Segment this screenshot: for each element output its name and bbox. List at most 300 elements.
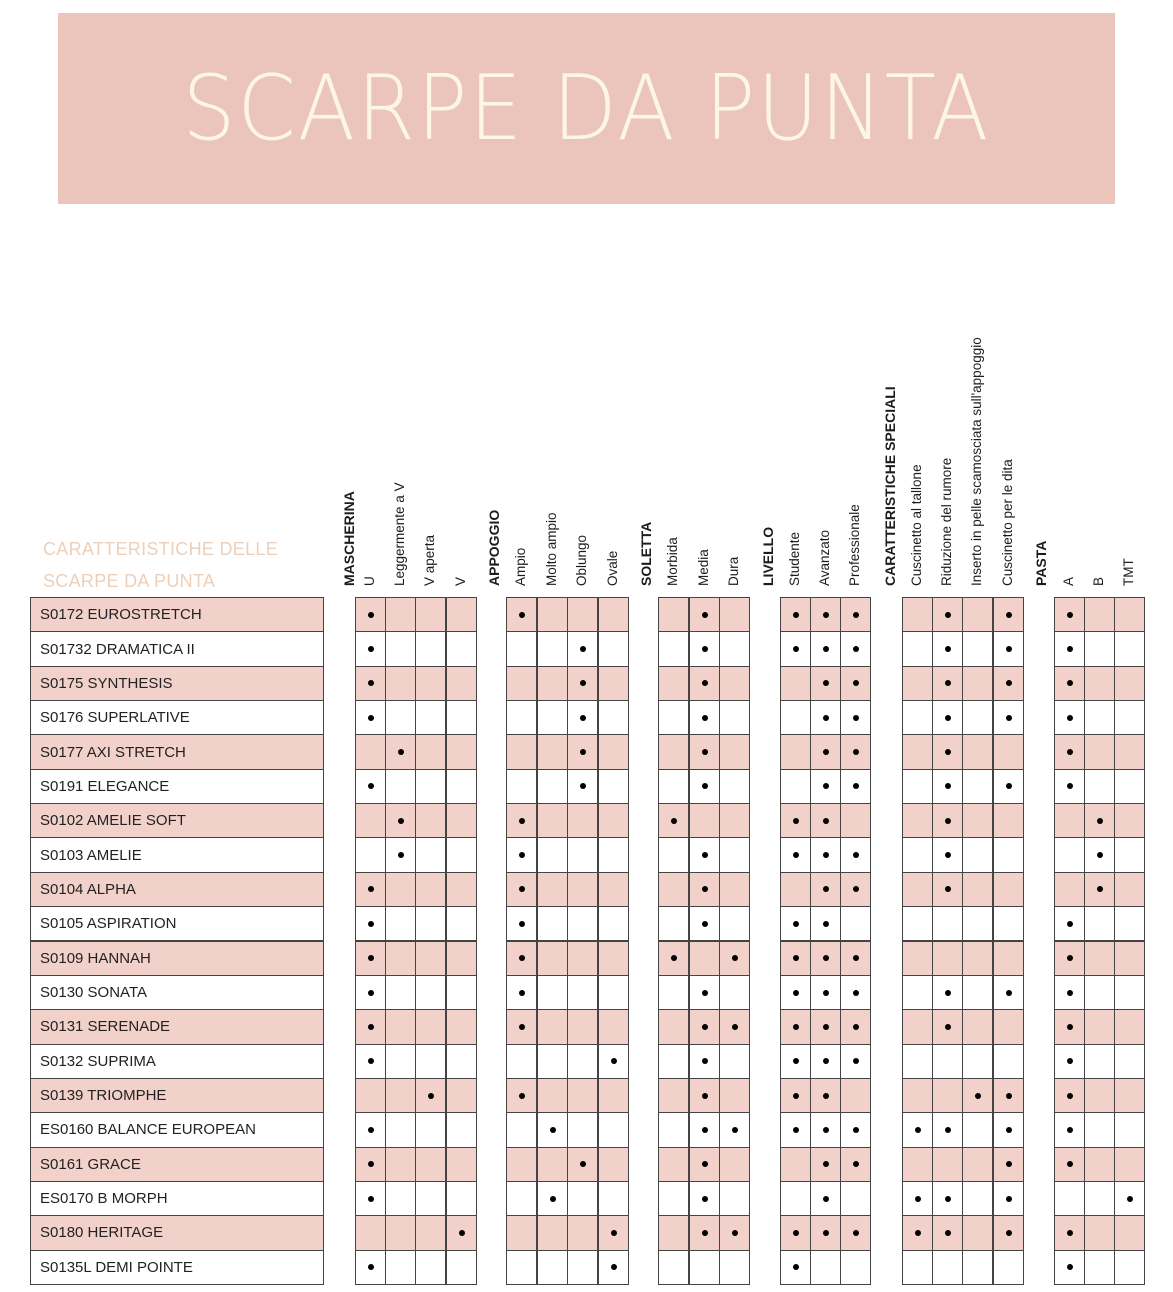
cell-caratteristiche-speciali-inserto-in-pelle-scamosciata-sull-appoggio bbox=[962, 1250, 993, 1285]
cell-livello-professionale bbox=[840, 769, 871, 804]
cell-appoggio-ampio bbox=[506, 1009, 537, 1044]
check-dot-icon bbox=[945, 715, 951, 721]
cell-caratteristiche-speciali-riduzione-del-rumore bbox=[932, 1078, 963, 1113]
check-dot-icon bbox=[1067, 1058, 1073, 1064]
check-dot-icon bbox=[1067, 715, 1073, 721]
cell-mascherina-leggermente-a-v bbox=[385, 975, 416, 1010]
check-dot-icon bbox=[853, 990, 859, 996]
cell-soletta-morbida bbox=[658, 837, 689, 872]
cell-appoggio-ovale bbox=[598, 1009, 629, 1044]
check-dot-icon bbox=[368, 1058, 374, 1064]
cell-mascherina-v-aperta bbox=[415, 597, 446, 632]
cell-caratteristiche-speciali-cuscinetto-per-le-dita bbox=[993, 1009, 1024, 1044]
cell-mascherina-v-aperta bbox=[415, 1044, 446, 1079]
cell-caratteristiche-speciali-inserto-in-pelle-scamosciata-sull-appoggio bbox=[962, 734, 993, 769]
cell-mascherina-u bbox=[355, 1044, 386, 1079]
cell-pasta-tmt bbox=[1114, 1044, 1145, 1079]
cell-pasta-a bbox=[1054, 803, 1085, 838]
cell-appoggio-ampio bbox=[506, 734, 537, 769]
cell-mascherina-u bbox=[355, 975, 386, 1010]
cell-appoggio-ampio bbox=[506, 769, 537, 804]
cell-livello-studente bbox=[780, 1215, 811, 1250]
cell-pasta-tmt bbox=[1114, 1215, 1145, 1250]
cell-livello-professionale bbox=[840, 975, 871, 1010]
cell-appoggio-molto-ampio bbox=[537, 906, 568, 941]
cell-caratteristiche-speciali-inserto-in-pelle-scamosciata-sull-appoggio bbox=[962, 941, 993, 976]
cell-soletta-morbida bbox=[658, 1250, 689, 1285]
check-dot-icon bbox=[823, 715, 829, 721]
cell-pasta-b bbox=[1084, 1147, 1115, 1182]
cell-livello-professionale bbox=[840, 700, 871, 735]
check-dot-icon bbox=[853, 612, 859, 618]
cell-pasta-b bbox=[1084, 631, 1115, 666]
cell-pasta-tmt bbox=[1114, 1112, 1145, 1147]
cell-appoggio-ampio bbox=[506, 1147, 537, 1182]
cell-caratteristiche-speciali-inserto-in-pelle-scamosciata-sull-appoggio bbox=[962, 1078, 993, 1113]
cell-mascherina-v bbox=[446, 666, 477, 701]
cell-livello-professionale bbox=[840, 837, 871, 872]
cell-pasta-a bbox=[1054, 700, 1085, 735]
cell-livello-avanzato bbox=[810, 1044, 841, 1079]
column-header-avanzato: Avanzato bbox=[817, 529, 833, 586]
column-header-v-aperta: V aperta bbox=[422, 534, 438, 586]
check-dot-icon bbox=[915, 1196, 921, 1202]
cell-soletta-media bbox=[689, 631, 720, 666]
cell-mascherina-v-aperta bbox=[415, 1250, 446, 1285]
cell-caratteristiche-speciali-cuscinetto-al-tallone bbox=[902, 1181, 933, 1216]
check-dot-icon bbox=[975, 1093, 981, 1099]
cell-mascherina-v-aperta bbox=[415, 1181, 446, 1216]
check-dot-icon bbox=[1006, 646, 1012, 652]
check-dot-icon bbox=[853, 886, 859, 892]
row-name: S01732 DRAMATICA II bbox=[30, 631, 324, 666]
cell-livello-studente bbox=[780, 837, 811, 872]
cell-livello-professionale bbox=[840, 941, 871, 976]
cell-caratteristiche-speciali-cuscinetto-al-tallone bbox=[902, 906, 933, 941]
cell-caratteristiche-speciali-cuscinetto-al-tallone bbox=[902, 975, 933, 1010]
check-dot-icon bbox=[853, 783, 859, 789]
check-dot-icon bbox=[459, 1230, 465, 1236]
cell-pasta-tmt bbox=[1114, 769, 1145, 804]
check-dot-icon bbox=[793, 955, 799, 961]
cell-caratteristiche-speciali-cuscinetto-per-le-dita bbox=[993, 1078, 1024, 1113]
cell-appoggio-ovale bbox=[598, 975, 629, 1010]
row-name: S0104 ALPHA bbox=[30, 872, 324, 907]
check-dot-icon bbox=[853, 955, 859, 961]
cell-livello-studente bbox=[780, 1078, 811, 1113]
cell-caratteristiche-speciali-cuscinetto-al-tallone bbox=[902, 837, 933, 872]
check-dot-icon bbox=[398, 818, 404, 824]
cell-appoggio-oblungo bbox=[567, 1181, 598, 1216]
check-dot-icon bbox=[702, 612, 708, 618]
check-dot-icon bbox=[611, 1058, 617, 1064]
check-dot-icon bbox=[702, 715, 708, 721]
cell-pasta-tmt bbox=[1114, 1078, 1145, 1113]
column-header-u: U bbox=[362, 576, 378, 586]
cell-livello-avanzato bbox=[810, 700, 841, 735]
check-dot-icon bbox=[519, 1024, 525, 1030]
cell-soletta-media bbox=[689, 872, 720, 907]
check-dot-icon bbox=[793, 818, 799, 824]
cell-mascherina-leggermente-a-v bbox=[385, 1215, 416, 1250]
cell-pasta-tmt bbox=[1114, 1250, 1145, 1285]
check-dot-icon bbox=[398, 852, 404, 858]
check-dot-icon bbox=[732, 1230, 738, 1236]
check-dot-icon bbox=[702, 680, 708, 686]
cell-appoggio-ampio bbox=[506, 1215, 537, 1250]
cell-appoggio-oblungo bbox=[567, 1044, 598, 1079]
cell-pasta-tmt bbox=[1114, 872, 1145, 907]
row-name: S0102 AMELIE SOFT bbox=[30, 803, 324, 838]
check-dot-icon bbox=[793, 1093, 799, 1099]
check-dot-icon bbox=[1006, 1093, 1012, 1099]
cell-appoggio-ovale bbox=[598, 631, 629, 666]
check-dot-icon bbox=[580, 646, 586, 652]
cell-appoggio-ampio bbox=[506, 872, 537, 907]
cell-appoggio-ampio bbox=[506, 700, 537, 735]
cell-mascherina-v bbox=[446, 769, 477, 804]
cell-mascherina-v bbox=[446, 1215, 477, 1250]
cell-livello-professionale bbox=[840, 906, 871, 941]
check-dot-icon bbox=[1067, 1264, 1073, 1270]
cell-soletta-morbida bbox=[658, 906, 689, 941]
check-dot-icon bbox=[368, 680, 374, 686]
cell-mascherina-v bbox=[446, 837, 477, 872]
cell-caratteristiche-speciali-cuscinetto-per-le-dita bbox=[993, 1250, 1024, 1285]
cell-soletta-media bbox=[689, 1078, 720, 1113]
cell-pasta-b bbox=[1084, 597, 1115, 632]
check-dot-icon bbox=[1006, 1127, 1012, 1133]
column-header-cuscinetto-al-tallone: Cuscinetto al tallone bbox=[909, 464, 925, 586]
cell-mascherina-u bbox=[355, 700, 386, 735]
column-header-studente: Studente bbox=[787, 531, 803, 586]
cell-caratteristiche-speciali-riduzione-del-rumore bbox=[932, 975, 963, 1010]
cell-appoggio-ovale bbox=[598, 597, 629, 632]
check-dot-icon bbox=[793, 990, 799, 996]
cell-pasta-b bbox=[1084, 1215, 1115, 1250]
cell-mascherina-leggermente-a-v bbox=[385, 597, 416, 632]
check-dot-icon bbox=[519, 886, 525, 892]
cell-mascherina-v bbox=[446, 906, 477, 941]
cell-mascherina-v-aperta bbox=[415, 1215, 446, 1250]
cell-pasta-a bbox=[1054, 1009, 1085, 1044]
cell-pasta-a bbox=[1054, 1215, 1085, 1250]
row-name: S0191 ELEGANCE bbox=[30, 769, 324, 804]
cell-livello-professionale bbox=[840, 1147, 871, 1182]
cell-livello-professionale bbox=[840, 597, 871, 632]
cell-mascherina-leggermente-a-v bbox=[385, 631, 416, 666]
cell-appoggio-ovale bbox=[598, 1250, 629, 1285]
cell-caratteristiche-speciali-cuscinetto-al-tallone bbox=[902, 1009, 933, 1044]
check-dot-icon bbox=[1006, 612, 1012, 618]
cell-caratteristiche-speciali-inserto-in-pelle-scamosciata-sull-appoggio bbox=[962, 803, 993, 838]
cell-soletta-morbida bbox=[658, 941, 689, 976]
page-title: SCARPE DA PUNTA bbox=[182, 56, 991, 161]
cell-livello-avanzato bbox=[810, 1147, 841, 1182]
check-dot-icon bbox=[945, 852, 951, 858]
cell-soletta-morbida bbox=[658, 1181, 689, 1216]
check-dot-icon bbox=[1097, 886, 1103, 892]
cell-caratteristiche-speciali-inserto-in-pelle-scamosciata-sull-appoggio bbox=[962, 906, 993, 941]
cell-caratteristiche-speciali-riduzione-del-rumore bbox=[932, 666, 963, 701]
cell-caratteristiche-speciali-cuscinetto-per-le-dita bbox=[993, 837, 1024, 872]
check-dot-icon bbox=[702, 749, 708, 755]
cell-caratteristiche-speciali-cuscinetto-al-tallone bbox=[902, 1215, 933, 1250]
cell-soletta-morbida bbox=[658, 1078, 689, 1113]
row-name: S0177 AXI STRETCH bbox=[30, 734, 324, 769]
check-dot-icon bbox=[1097, 818, 1103, 824]
subtitle-line-1: CARATTERISTICHE DELLE bbox=[43, 539, 279, 559]
cell-appoggio-oblungo bbox=[567, 975, 598, 1010]
cell-livello-avanzato bbox=[810, 734, 841, 769]
check-dot-icon bbox=[945, 612, 951, 618]
cell-livello-studente bbox=[780, 803, 811, 838]
check-dot-icon bbox=[732, 1024, 738, 1030]
cell-caratteristiche-speciali-cuscinetto-al-tallone bbox=[902, 666, 933, 701]
cell-caratteristiche-speciali-inserto-in-pelle-scamosciata-sull-appoggio bbox=[962, 1181, 993, 1216]
cell-soletta-dura bbox=[719, 1215, 750, 1250]
check-dot-icon bbox=[368, 1196, 374, 1202]
check-dot-icon bbox=[793, 1127, 799, 1133]
column-header-media: Media bbox=[696, 549, 712, 586]
check-dot-icon bbox=[368, 990, 374, 996]
cell-appoggio-oblungo bbox=[567, 1250, 598, 1285]
cell-appoggio-molto-ampio bbox=[537, 1215, 568, 1250]
check-dot-icon bbox=[915, 1127, 921, 1133]
check-dot-icon bbox=[580, 783, 586, 789]
cell-caratteristiche-speciali-cuscinetto-al-tallone bbox=[902, 872, 933, 907]
cell-soletta-dura bbox=[719, 1044, 750, 1079]
cell-mascherina-u bbox=[355, 631, 386, 666]
cell-mascherina-v-aperta bbox=[415, 734, 446, 769]
cell-pasta-a bbox=[1054, 597, 1085, 632]
cell-pasta-a bbox=[1054, 1147, 1085, 1182]
cell-appoggio-oblungo bbox=[567, 597, 598, 632]
check-dot-icon bbox=[1067, 783, 1073, 789]
cell-pasta-b bbox=[1084, 769, 1115, 804]
cell-appoggio-ampio bbox=[506, 1250, 537, 1285]
row-name: S0131 SERENADE bbox=[30, 1009, 324, 1044]
cell-livello-avanzato bbox=[810, 1181, 841, 1216]
check-dot-icon bbox=[368, 612, 374, 618]
check-dot-icon bbox=[550, 1196, 556, 1202]
row-name: S0175 SYNTHESIS bbox=[30, 666, 324, 701]
check-dot-icon bbox=[368, 886, 374, 892]
cell-livello-studente bbox=[780, 1181, 811, 1216]
cell-pasta-b bbox=[1084, 906, 1115, 941]
check-dot-icon bbox=[702, 646, 708, 652]
cell-mascherina-v-aperta bbox=[415, 769, 446, 804]
cell-soletta-dura bbox=[719, 837, 750, 872]
cell-appoggio-oblungo bbox=[567, 1078, 598, 1113]
cell-pasta-a bbox=[1054, 631, 1085, 666]
column-header-inserto-in-pelle-scamosciata-sull-appoggio: Inserto in pelle scamosciata sull'appoggio bbox=[969, 337, 985, 586]
cell-pasta-b bbox=[1084, 872, 1115, 907]
cell-livello-studente bbox=[780, 1250, 811, 1285]
cell-livello-studente bbox=[780, 1112, 811, 1147]
check-dot-icon bbox=[519, 1093, 525, 1099]
check-dot-icon bbox=[823, 612, 829, 618]
cell-caratteristiche-speciali-riduzione-del-rumore bbox=[932, 1181, 963, 1216]
cell-livello-avanzato bbox=[810, 803, 841, 838]
cell-mascherina-leggermente-a-v bbox=[385, 906, 416, 941]
cell-livello-avanzato bbox=[810, 941, 841, 976]
check-dot-icon bbox=[1067, 646, 1073, 652]
cell-soletta-morbida bbox=[658, 1044, 689, 1079]
cell-caratteristiche-speciali-riduzione-del-rumore bbox=[932, 734, 963, 769]
check-dot-icon bbox=[823, 1161, 829, 1167]
cell-livello-avanzato bbox=[810, 837, 841, 872]
cell-caratteristiche-speciali-cuscinetto-per-le-dita bbox=[993, 631, 1024, 666]
check-dot-icon bbox=[519, 818, 525, 824]
cell-appoggio-ovale bbox=[598, 734, 629, 769]
check-dot-icon bbox=[1067, 921, 1073, 927]
cell-appoggio-oblungo bbox=[567, 700, 598, 735]
check-dot-icon bbox=[823, 852, 829, 858]
cell-caratteristiche-speciali-cuscinetto-per-le-dita bbox=[993, 1044, 1024, 1079]
cell-caratteristiche-speciali-riduzione-del-rumore bbox=[932, 631, 963, 666]
cell-soletta-media bbox=[689, 941, 720, 976]
cell-appoggio-oblungo bbox=[567, 803, 598, 838]
check-dot-icon bbox=[823, 1127, 829, 1133]
cell-caratteristiche-speciali-riduzione-del-rumore bbox=[932, 1147, 963, 1182]
row-name: S0105 ASPIRATION bbox=[30, 906, 324, 941]
cell-appoggio-ampio bbox=[506, 631, 537, 666]
cell-caratteristiche-speciali-riduzione-del-rumore bbox=[932, 1009, 963, 1044]
cell-soletta-dura bbox=[719, 597, 750, 632]
cell-appoggio-molto-ampio bbox=[537, 1181, 568, 1216]
check-dot-icon bbox=[823, 921, 829, 927]
row-name: S0132 SUPRIMA bbox=[30, 1044, 324, 1079]
check-dot-icon bbox=[823, 1196, 829, 1202]
cell-caratteristiche-speciali-cuscinetto-per-le-dita bbox=[993, 734, 1024, 769]
check-dot-icon bbox=[702, 1196, 708, 1202]
cell-appoggio-molto-ampio bbox=[537, 597, 568, 632]
cell-mascherina-leggermente-a-v bbox=[385, 1181, 416, 1216]
column-header-leggermente-a-v: Leggermente a V bbox=[392, 482, 408, 586]
check-dot-icon bbox=[1006, 715, 1012, 721]
cell-caratteristiche-speciali-cuscinetto-al-tallone bbox=[902, 734, 933, 769]
cell-pasta-tmt bbox=[1114, 837, 1145, 872]
title-banner bbox=[58, 13, 1115, 204]
cell-appoggio-molto-ampio bbox=[537, 1112, 568, 1147]
check-dot-icon bbox=[823, 1024, 829, 1030]
cell-livello-professionale bbox=[840, 666, 871, 701]
cell-livello-professionale bbox=[840, 734, 871, 769]
cell-mascherina-leggermente-a-v bbox=[385, 837, 416, 872]
cell-appoggio-molto-ampio bbox=[537, 1078, 568, 1113]
cell-caratteristiche-speciali-cuscinetto-per-le-dita bbox=[993, 769, 1024, 804]
check-dot-icon bbox=[519, 852, 525, 858]
cell-livello-avanzato bbox=[810, 1112, 841, 1147]
cell-soletta-morbida bbox=[658, 631, 689, 666]
cell-pasta-a bbox=[1054, 837, 1085, 872]
cell-mascherina-v bbox=[446, 1147, 477, 1182]
cell-appoggio-ovale bbox=[598, 1112, 629, 1147]
cell-appoggio-ovale bbox=[598, 872, 629, 907]
cell-appoggio-molto-ampio bbox=[537, 666, 568, 701]
cell-mascherina-v-aperta bbox=[415, 803, 446, 838]
cell-mascherina-u bbox=[355, 769, 386, 804]
cell-mascherina-v-aperta bbox=[415, 631, 446, 666]
check-dot-icon bbox=[945, 749, 951, 755]
cell-livello-professionale bbox=[840, 1215, 871, 1250]
check-dot-icon bbox=[853, 646, 859, 652]
cell-appoggio-oblungo bbox=[567, 1215, 598, 1250]
check-dot-icon bbox=[1067, 990, 1073, 996]
check-dot-icon bbox=[823, 818, 829, 824]
cell-caratteristiche-speciali-riduzione-del-rumore bbox=[932, 872, 963, 907]
check-dot-icon bbox=[519, 921, 525, 927]
group-header-pasta: PASTA bbox=[1033, 540, 1049, 586]
check-dot-icon bbox=[915, 1230, 921, 1236]
check-dot-icon bbox=[702, 1024, 708, 1030]
cell-pasta-tmt bbox=[1114, 631, 1145, 666]
cell-livello-avanzato bbox=[810, 1009, 841, 1044]
check-dot-icon bbox=[702, 783, 708, 789]
cell-mascherina-leggermente-a-v bbox=[385, 803, 416, 838]
cell-caratteristiche-speciali-cuscinetto-al-tallone bbox=[902, 1078, 933, 1113]
cell-caratteristiche-speciali-riduzione-del-rumore bbox=[932, 906, 963, 941]
cell-pasta-b bbox=[1084, 1044, 1115, 1079]
cell-soletta-dura bbox=[719, 1009, 750, 1044]
cell-mascherina-v-aperta bbox=[415, 1078, 446, 1113]
cell-mascherina-leggermente-a-v bbox=[385, 734, 416, 769]
cell-appoggio-molto-ampio bbox=[537, 631, 568, 666]
cell-pasta-b bbox=[1084, 1250, 1115, 1285]
cell-appoggio-molto-ampio bbox=[537, 1009, 568, 1044]
cell-caratteristiche-speciali-riduzione-del-rumore bbox=[932, 1112, 963, 1147]
check-dot-icon bbox=[368, 1127, 374, 1133]
cell-appoggio-oblungo bbox=[567, 941, 598, 976]
cell-caratteristiche-speciali-inserto-in-pelle-scamosciata-sull-appoggio bbox=[962, 631, 993, 666]
check-dot-icon bbox=[823, 646, 829, 652]
check-dot-icon bbox=[398, 749, 404, 755]
column-header-molto-ampio: Molto ampio bbox=[544, 512, 560, 586]
cell-appoggio-molto-ampio bbox=[537, 1147, 568, 1182]
cell-soletta-dura bbox=[719, 1181, 750, 1216]
check-dot-icon bbox=[793, 1230, 799, 1236]
cell-mascherina-v-aperta bbox=[415, 1147, 446, 1182]
cell-mascherina-v-aperta bbox=[415, 941, 446, 976]
check-dot-icon bbox=[702, 852, 708, 858]
cell-appoggio-ovale bbox=[598, 1147, 629, 1182]
cell-livello-avanzato bbox=[810, 597, 841, 632]
check-dot-icon bbox=[702, 1058, 708, 1064]
check-dot-icon bbox=[853, 852, 859, 858]
column-header-b: B bbox=[1091, 576, 1107, 586]
check-dot-icon bbox=[671, 818, 677, 824]
cell-soletta-dura bbox=[719, 1250, 750, 1285]
check-dot-icon bbox=[1067, 612, 1073, 618]
check-dot-icon bbox=[702, 1127, 708, 1133]
check-dot-icon bbox=[1006, 680, 1012, 686]
check-dot-icon bbox=[1067, 749, 1073, 755]
cell-pasta-b bbox=[1084, 700, 1115, 735]
cell-pasta-b bbox=[1084, 837, 1115, 872]
check-dot-icon bbox=[702, 1230, 708, 1236]
check-dot-icon bbox=[1097, 852, 1103, 858]
cell-soletta-morbida bbox=[658, 1112, 689, 1147]
cell-pasta-a bbox=[1054, 975, 1085, 1010]
cell-mascherina-v bbox=[446, 1181, 477, 1216]
check-dot-icon bbox=[823, 1230, 829, 1236]
cell-appoggio-ampio bbox=[506, 1181, 537, 1216]
cell-soletta-dura bbox=[719, 1078, 750, 1113]
check-dot-icon bbox=[853, 749, 859, 755]
cell-pasta-a bbox=[1054, 769, 1085, 804]
cell-caratteristiche-speciali-riduzione-del-rumore bbox=[932, 700, 963, 735]
